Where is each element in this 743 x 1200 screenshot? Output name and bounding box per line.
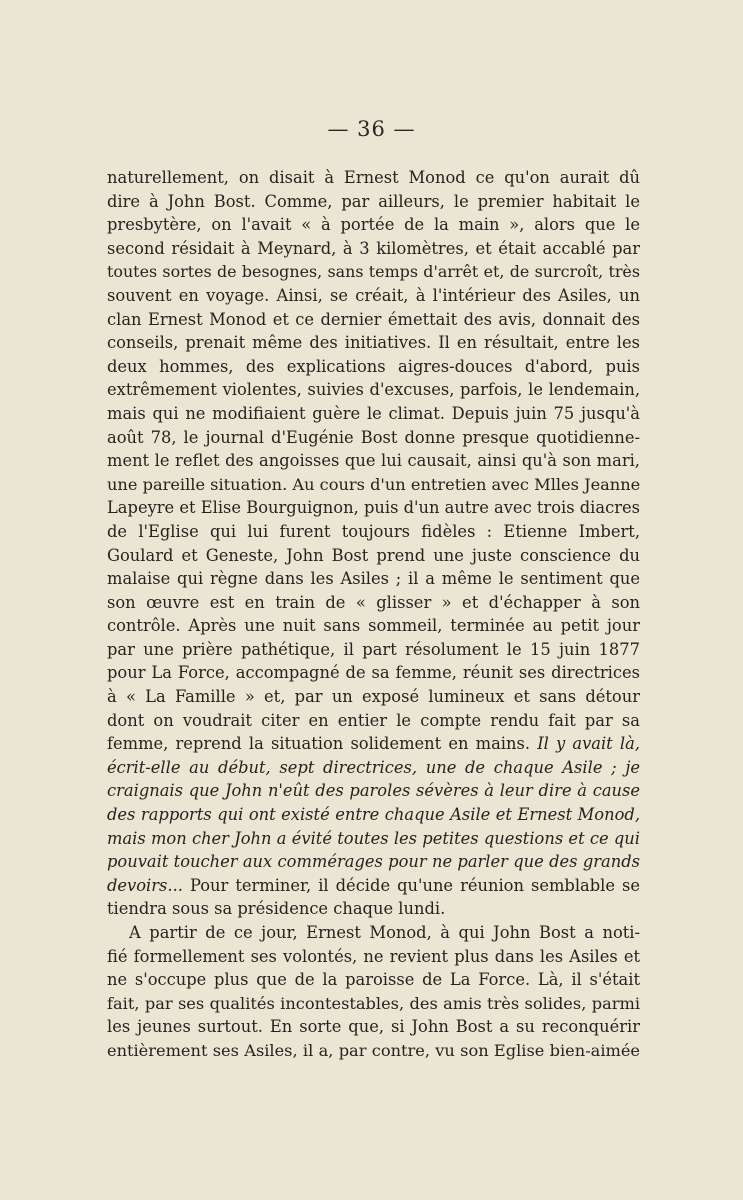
text-line (107, 449, 640, 473)
text-line (107, 803, 640, 827)
text-line (107, 213, 640, 237)
text-line (107, 992, 640, 1016)
text-line (107, 567, 640, 591)
text-segment: Lapeyre et Elise Bourguignon, puis d'un autre avec trois diacres (107, 498, 640, 518)
page-number: — 36 — (327, 117, 416, 141)
text-line (107, 968, 640, 992)
text-segment: toutes sortes de besognes, sans temps d'arrêt et, de surcroît, très (107, 262, 640, 282)
italic-text-segment: craignais que John n'eût des paroles sévères à leur dire à cause (107, 781, 640, 801)
text-line (107, 237, 640, 261)
text-line (107, 945, 640, 969)
text-segment: presbytère, on l'avait « à portée de la main », alors que le (107, 215, 640, 235)
text-segment: fié formellement ses volontés, ne revient plus dans les Asiles et (107, 946, 640, 966)
text-line (107, 897, 640, 921)
text-segment: conseils, prenait même des initiatives. Il en résultait, entre les (107, 333, 640, 353)
text-line (107, 402, 640, 426)
text-line (107, 709, 640, 733)
italic-text-segment: des rapports qui ont existé entre chaque Asile et Ernest Monod, (107, 805, 640, 825)
text-segment: par une prière pathétique, il part résolument le 15 juin 1877 (107, 639, 640, 659)
text-line (107, 850, 640, 874)
text-segment: son œuvre est en train de « glisser » et d'échapper à son (107, 592, 640, 612)
text-line (107, 190, 640, 214)
italic-text-segment: pouvait toucher aux commérages pour ne parler que des grands (107, 852, 640, 872)
text-line (107, 544, 640, 568)
text-line (107, 638, 640, 662)
text-segment: Pour terminer, il décide qu'une réunion semblable se (182, 875, 640, 895)
text-line (107, 614, 640, 638)
text-segment: une pareille situation. Au cours d'un entretien avec Mlles Jeanne (107, 474, 641, 494)
text-line (107, 874, 640, 898)
italic-text-segment: Il y avait là, (537, 734, 640, 754)
text-segment: extrêmement violentes, suivies d'excuses, parfois, le lendemain, (107, 380, 640, 400)
text-segment: Goulard et Geneste, John Bost prend une juste conscience du (107, 545, 640, 565)
italic-text-segment: devoirs... (107, 875, 183, 895)
text-segment: malaise qui règne dans les Asiles ; il a même le sentiment que (107, 569, 640, 589)
text-segment: mais qui ne modifiaient guère le climat. Depuis juin 75 jusqu'à (107, 403, 640, 423)
text-segment: à « La Famille » et, par un exposé lumineux et sans détour (107, 687, 640, 707)
text-segment: les jeunes surtout. En sorte que, si John Bost a su reconquérir (107, 1017, 640, 1037)
text-line (107, 260, 640, 284)
text-line (107, 355, 640, 379)
text-segment: femme, reprend la situation solidement en mains. (107, 734, 538, 754)
text-segment: ne s'occupe plus que de la paroisse de La Force. Là, il s'était (107, 970, 640, 990)
text-line (107, 921, 640, 945)
text-line (107, 756, 640, 780)
text-line (107, 1015, 640, 1039)
italic-text-segment: écrit-elle au début, sept directrices, une de chaque Asile ; je (107, 757, 640, 777)
text-line (107, 378, 640, 402)
text-segment: clan Ernest Monod et ce dernier émettait des avis, donnait des (107, 309, 640, 329)
text-segment: dont on voudrait citer en entier le compte rendu fait par sa (107, 710, 640, 730)
text-line (107, 496, 640, 520)
text-line (107, 473, 640, 497)
text-segment: de l'Eglise qui lui furent toujours fidèles : Etienne Imbert, (107, 521, 640, 541)
text-line (107, 827, 640, 851)
text-segment: dire à John Bost. Comme, par ailleurs, le premier habitait le (107, 191, 640, 211)
text-line (107, 779, 640, 803)
text-line (107, 1039, 640, 1063)
text-segment: ment le reflet des angoisses que lui causait, ainsi qu'à son mari, (107, 451, 640, 471)
text-segment: août 78, le journal d'Eugénie Bost donne presque quotidienne- (107, 427, 640, 447)
body-text (107, 166, 640, 1063)
text-segment: deux hommes, des explications aigres-douces d'abord, puis (107, 356, 640, 376)
text-line (107, 426, 640, 450)
text-segment: A partir de ce jour, Ernest Monod, à qui John Bost a noti- (129, 923, 640, 942)
text-segment: second résidait à Meynard, à 3 kilomètres, et était accablé par (107, 238, 640, 258)
text-segment: fait, par ses qualités incontestables, des amis très solides, parmi (107, 993, 640, 1013)
text-segment: entièrement ses Asiles, il a, par contre, vu son Eglise bien-aimée (107, 1040, 640, 1060)
text-line (107, 284, 640, 308)
text-line (107, 331, 640, 355)
text-line (107, 661, 640, 685)
text-segment: tiendra sous sa présidence chaque lundi. (107, 899, 446, 919)
text-line (107, 685, 640, 709)
text-line (107, 308, 640, 332)
text-segment: naturellement, on disait à Ernest Monod ce qu'on aurait dû (107, 168, 640, 187)
text-line (107, 166, 640, 190)
text-line (107, 732, 640, 756)
text-segment: souvent en voyage. Ainsi, se créait, à l'intérieur des Asiles, un (107, 285, 640, 305)
text-segment: pour La Force, accompagné de sa femme, réunit ses directrices (107, 663, 640, 683)
text-line (107, 520, 640, 544)
text-line (107, 591, 640, 615)
text-segment: contrôle. Après une nuit sans sommeil, terminée au petit jour (107, 616, 640, 636)
italic-text-segment: mais mon cher John a évité toutes les petites questions et ce qui (107, 828, 640, 848)
